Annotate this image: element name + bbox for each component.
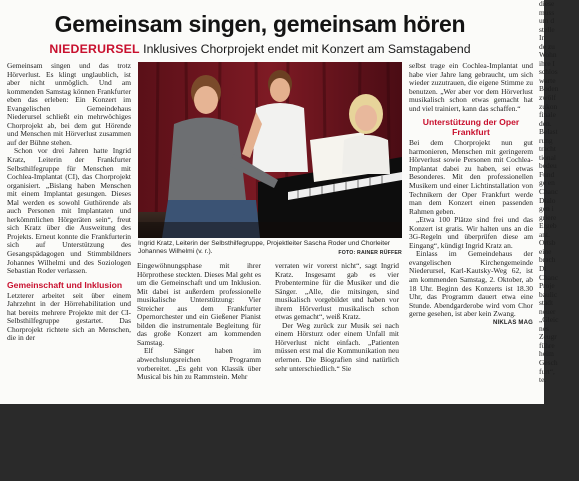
author-byline: NIKLAS MAG <box>493 319 533 326</box>
line-fragment: Di <box>539 263 547 273</box>
paragraph-text: Einlass im Gemeindehaus der evangelischen Kirchengemeinde Niederursel, Karl-Kautsky-Weg 62, ist am kommenden Samstag, 2. Oktober, ab 18 Uhr. Beginn des Konzerts ist 18.30 Uhr, das Programm dauert etwa eine Stunde. Abendgarderobe wird vom Chor gerne gesehen, ist aber kein Zwang. <box>409 249 533 319</box>
line-fragment: heim <box>539 349 554 359</box>
line-fragment: eine <box>539 246 552 256</box>
line-fragment: Zeugr <box>539 332 557 342</box>
paragraph: Bei dem Chorprojekt nun gut harmonieren, Menschen mit geringerem Hörverlust sowie Personen mit Cochlea-Implantat dabei zu haben, sei etwas Besonderes. Mit den professionellen Musikern und einer Lichtinstallation von Technikern der Oper Frankfurt werde man dem Konzert einen passenden Rahmen geben. <box>409 138 533 216</box>
line-fragment: warte <box>539 75 556 85</box>
subheadline-row <box>0 42 520 56</box>
line-fragment: zwölf <box>539 93 556 103</box>
line-fragment: ihre I <box>539 58 555 68</box>
line-fragment: ant. <box>539 229 550 239</box>
article-photo <box>138 62 402 238</box>
paragraph: „Etwa 100 Plätze sind frei und das Konzert ist gratis. Wir halten uns an die 3G-Regeln und überprüfen diese am Eingang“, kündigt Ingrid Kratz an. <box>409 215 533 250</box>
line-fragment: nes <box>539 323 549 333</box>
caption-text: Ingrid Kratz, Leiterin der Selbsthilfegruppe, Projektleiter Sascha Roder und Chorleiter Johannes Wilhelmi (v. r.). <box>138 240 391 255</box>
line-fragment: bedeu <box>539 161 557 171</box>
line-fragment: gen i <box>539 204 554 214</box>
line-fragment: diese <box>539 0 555 8</box>
line-fragment: Ortsb <box>539 238 556 248</box>
article-column-3 <box>275 262 399 373</box>
scan-background <box>0 404 544 481</box>
subheadline-text: Inklusives Chorprojekt endet mit Konzert am Samstagabend <box>143 42 471 56</box>
paragraph: verraten wir vorerst nicht“, sagt Ingrid Kratz. Insgesamt gab es vier Probentermine für die Musiker und die Sänger. „Alle, die mitsingen, sind musikalisch vorgebildet und haben vor ihrem Hörverlust musikalisch schon etwas gemacht“, weiß Kratz. <box>275 261 399 322</box>
line-fragment: schlos <box>539 67 558 77</box>
line-fragment: „Gleic <box>539 315 559 325</box>
line-fragment: den. <box>539 118 552 128</box>
line-fragment: Ergeb <box>539 221 557 231</box>
line-fragment: Proje <box>539 281 555 291</box>
line-fragment: furt“, <box>539 366 555 376</box>
line-fragment: baulic <box>539 289 558 299</box>
location-kicker: NIEDERURSEL <box>49 42 140 56</box>
line-fragment: muss <box>539 7 555 17</box>
section-heading: Unterstützung der Oper Frankfurt <box>422 117 520 138</box>
paragraph: Elf Sänger haben im abwechslungsreichen Programm vorbereitet. „Es geht von Klassik über Musical bis hin zu Rammstein. Mehr <box>137 346 261 382</box>
line-fragment: finale <box>539 110 556 120</box>
paragraph: Letzterer arbeitet seit über einem Jahrzehnt in der Hörrehabilitation und hat bereits mehrere Projekte mit der CI-Selbsthilfegruppe gestartet. Das Chorprojekt richtete sich an Menschen, die in der <box>7 290 131 343</box>
article-column-5-cropped <box>539 0 579 385</box>
line-fragment: te. <box>539 375 547 385</box>
line-fragment: rung <box>539 135 553 145</box>
line-fragment: stelle <box>539 24 555 34</box>
paragraph: selbst trage ein Cochlea-Implantat und habe vier Jahre lang gebraucht, um sich wieder zuzutrauen, die eigene Stimme zu benutzen. „Wer aber vor dem Hörverlust musikalisch schon etwas gemacht hat und viel trainiert, kann das schaffen.“ <box>409 61 533 113</box>
section-heading: Gemeinschaft und Inklusion <box>7 279 123 290</box>
line-fragment: brach <box>539 255 556 265</box>
paragraph <box>409 249 533 326</box>
paragraph: Schon vor drei Jahren hatte Ingrid Kratz, Leiterin der Frankfurter Selbsthilfegruppe für Menschen mit Cochlea-Implantat (CI), das Chorprojekt organisiert. „Bislang haben Menschen mit einem Implantat gesungen. Dieses Mal werden es sowohl Guthörende als auch Personen mit Implantaten und herkömmlichen Hörgeräten sein“, freut sich Kratz über die Ausweitung des Projekts. Erneut konnte die Frankfurterin sich auf Unterstützung des Gesangspädagogen und Stimmbildners Johannes Wilhelmi und des Soziologen Sebastian Roder verlassen. <box>7 146 131 276</box>
line-fragment: griere <box>539 212 557 222</box>
line-fragment: um d <box>539 16 555 26</box>
line-fragment: führe <box>539 340 555 350</box>
headline: Gemeinsam singen, gemeinsam hören <box>54 11 466 37</box>
line-fragment: zukon <box>539 101 558 111</box>
photo-caption <box>138 240 402 257</box>
line-fragment: Chanc <box>539 187 559 197</box>
line-fragment: ge en <box>539 178 555 188</box>
paragraph: Eingewöhnungsphase mit ihrer Hörprothese steckten. Dieses Mal geht es um die Gemeinschaft und um Inklusion. Mit dabei ist außerdem professionelle musikalische Unterstützung: Vier Streicher aus dem Frankfurter Opernorchester und ein Gießener Pianist bilden die instrumentale Begleitung für das große Konzert am kommenden Samstag. <box>137 261 261 347</box>
line-fragment: Fund <box>539 169 555 179</box>
line-fragment: tional <box>539 152 556 162</box>
line-fragment: stadt <box>539 298 554 308</box>
article-column-1 <box>7 62 131 343</box>
line-fragment: Wohn <box>539 50 557 60</box>
photo-credit: FOTO: RAINER RÜFFER <box>338 250 402 256</box>
cropped-lines <box>539 0 579 385</box>
line-fragment: Chanc <box>539 272 559 282</box>
paragraph: Der Weg zurück zur Musik sei nach einem Hörsturz oder einem Unfall mit Hörverlust nicht einfach. „Patienten müssen erst mal die Kommunikation neu erlernen. Die Biografien sind natürlich sehr unterschiedlich.“ Sie <box>275 320 399 373</box>
line-fragment: de zu <box>539 41 555 51</box>
article-column-4 <box>409 62 533 327</box>
line-fragment: tracht <box>539 144 556 154</box>
paragraph: Gemeinsam singen und das trotz Hörverlust. Es klingt unglaublich, ist aber nicht unmöglich. Und am kommenden Samstag können Frankfurter eben das erleben: Ein Konzert im Evangelischen Gemeindehaus Niederursel schließt ein mehrwöchiges Chorprojekt ab, bei dem gut Hörende und Menschen mit Hörverlust zusammen auf der Bühne stehen. <box>7 61 131 147</box>
line-fragment: neuer <box>539 306 556 316</box>
chorus-photo-illustration <box>138 62 402 238</box>
line-fragment: Belast <box>539 127 558 137</box>
line-fragment: Gesch <box>539 357 558 367</box>
article-column-2 <box>137 262 261 382</box>
line-fragment: Boden <box>539 84 559 94</box>
line-fragment: Dialo <box>539 195 556 205</box>
line-fragment: In <box>539 33 546 43</box>
